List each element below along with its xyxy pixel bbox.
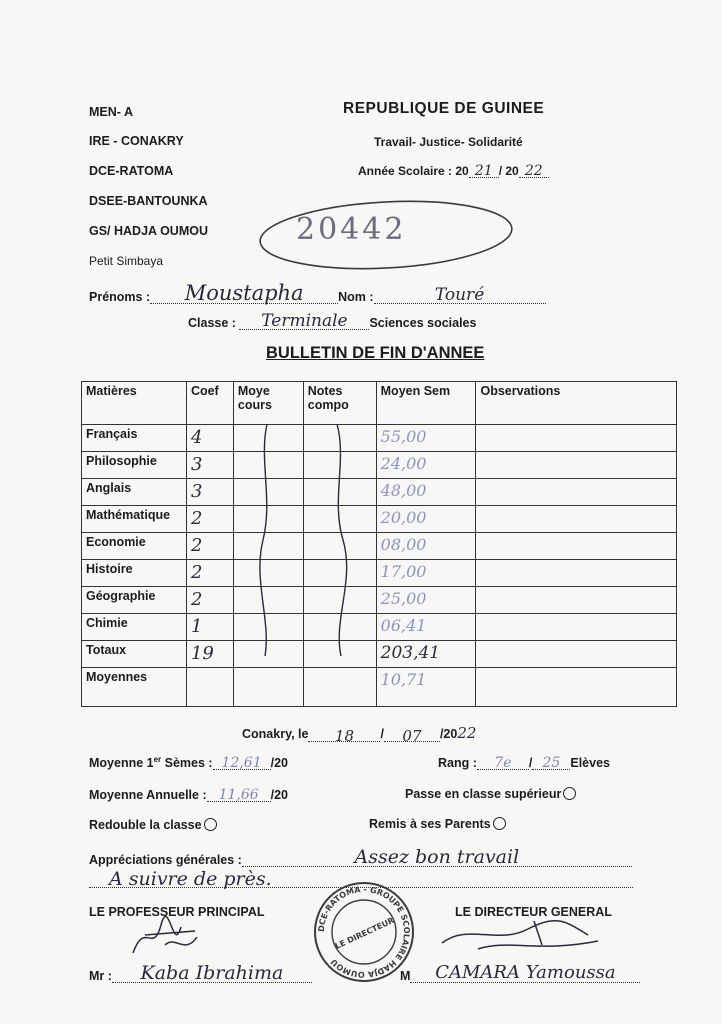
mr-label: Mr : bbox=[89, 969, 112, 983]
semester-avg-cell: 55,00 bbox=[376, 425, 476, 452]
date-label: Conakry, le bbox=[242, 727, 309, 741]
subject-cell: Philosophie bbox=[82, 452, 187, 479]
appreciations-label: Appréciations générales : bbox=[89, 853, 242, 867]
rank-line bbox=[438, 755, 610, 770]
appreciations-line bbox=[89, 846, 632, 867]
rank-suffix: Elèves bbox=[570, 756, 610, 770]
observation-cell bbox=[476, 533, 677, 560]
totals-coef: 19 bbox=[186, 641, 233, 668]
prof-name-line bbox=[89, 962, 312, 983]
table-row bbox=[82, 587, 677, 614]
prof-name: Kaba Ibrahima bbox=[112, 962, 312, 983]
subject-cell: Anglais bbox=[82, 479, 187, 506]
coef-cell: 1 bbox=[186, 614, 233, 641]
school-year bbox=[358, 163, 549, 178]
subject-cell: Français bbox=[82, 425, 187, 452]
stamp-center-text: LE DIRECTEUR bbox=[333, 915, 396, 951]
header-course-avg: Moye cours bbox=[233, 382, 303, 425]
header-line-dce: DCE-RATOMA bbox=[89, 164, 174, 178]
averages-avg: 10,71 bbox=[376, 668, 476, 707]
annual-average-value: 11,66 bbox=[207, 787, 271, 802]
promotion-radio[interactable] bbox=[563, 787, 576, 800]
table-row bbox=[82, 506, 677, 533]
semester-avg-cell: 24,00 bbox=[376, 452, 476, 479]
school-year-start: 21 bbox=[469, 163, 499, 178]
subject-cell: Géographie bbox=[82, 587, 187, 614]
annual-average-line bbox=[89, 787, 288, 802]
repeat-radio[interactable] bbox=[204, 818, 217, 831]
totals-label: Totaux bbox=[82, 641, 187, 668]
observation-cell bbox=[476, 641, 677, 668]
rank-total: 25 bbox=[532, 755, 570, 770]
subject-cell: Histoire bbox=[82, 560, 187, 587]
semester-average-label2: Sèmes : bbox=[161, 756, 213, 771]
date-sep1: / bbox=[380, 727, 384, 741]
header-coef: Coef bbox=[186, 382, 233, 425]
header-semester-avg: Moyen Sem bbox=[376, 382, 476, 425]
subject-cell: Mathématique bbox=[82, 506, 187, 533]
observation-cell bbox=[476, 668, 677, 707]
table-row bbox=[82, 533, 677, 560]
school-year-label: Année Scolaire : 20 bbox=[358, 164, 469, 178]
date-year: 22 bbox=[457, 724, 477, 742]
header-line-dsee: DSEE-BANTOUNKA bbox=[89, 194, 208, 208]
coef-cell: 2 bbox=[186, 533, 233, 560]
nom-value: Touré bbox=[374, 285, 546, 304]
director-title: LE DIRECTEUR GENERAL bbox=[455, 905, 612, 919]
promotion-label: Passe en classe supérieur bbox=[405, 787, 562, 801]
semester-avg-cell: 48,00 bbox=[376, 479, 476, 506]
observation-cell bbox=[476, 560, 677, 587]
date-month: 07 bbox=[384, 727, 440, 742]
observation-cell bbox=[476, 425, 677, 452]
course-avg-cell bbox=[233, 668, 303, 707]
coef-cell: 3 bbox=[186, 479, 233, 506]
rank-value: 7e bbox=[477, 755, 529, 770]
header-line-school: GS/ HADJA OUMOU bbox=[89, 224, 208, 238]
nom-label: Nom : bbox=[338, 290, 374, 304]
classe-label: Classe : bbox=[188, 316, 236, 330]
prenoms-line bbox=[89, 283, 546, 304]
appreciation-text: Assez bon travail bbox=[242, 846, 632, 867]
observation-cell bbox=[476, 452, 677, 479]
repeat-label: Redouble la classe bbox=[89, 818, 202, 832]
semester-avg-cell: 25,00 bbox=[376, 587, 476, 614]
semester-avg-cell: 17,00 bbox=[376, 560, 476, 587]
classe-value: Terminale bbox=[239, 311, 369, 330]
m-label: M bbox=[400, 969, 411, 983]
table-row bbox=[82, 452, 677, 479]
table-row bbox=[82, 560, 677, 587]
header-line-men: MEN- A bbox=[89, 105, 133, 119]
coef-cell: 4 bbox=[186, 425, 233, 452]
classe-line bbox=[188, 311, 476, 330]
school-year-sep: / 20 bbox=[498, 164, 519, 178]
date-day: 18 bbox=[308, 727, 380, 742]
coef-cell: 2 bbox=[186, 587, 233, 614]
director-name-line bbox=[400, 962, 640, 983]
coef-cell: 2 bbox=[186, 560, 233, 587]
table-row bbox=[82, 479, 677, 506]
semester-average-suffix: /20 bbox=[270, 756, 288, 771]
date-line bbox=[242, 724, 477, 745]
observation-cell bbox=[476, 506, 677, 533]
date-sep2: /20 bbox=[439, 727, 458, 741]
semester-avg-cell: 06,41 bbox=[376, 614, 476, 641]
school-year-end: 22 bbox=[519, 163, 549, 178]
classe-suffix: Sciences sociales bbox=[369, 316, 477, 330]
coef-cell bbox=[186, 668, 233, 707]
semester-avg-cell: 20,00 bbox=[376, 506, 476, 533]
averages-label: Moyennes bbox=[82, 668, 187, 707]
grades-table bbox=[81, 381, 677, 707]
observation-cell bbox=[476, 587, 677, 614]
motto: Travail- Justice- Solidarité bbox=[374, 135, 523, 149]
director-signature-icon bbox=[438, 915, 608, 960]
returned-radio[interactable] bbox=[493, 817, 506, 830]
header-exam-notes: Notes compo bbox=[303, 382, 376, 425]
semester-avg-cell: 08,00 bbox=[376, 533, 476, 560]
prenoms-value: Moustapha bbox=[150, 283, 338, 304]
id-number: 20442 bbox=[296, 212, 407, 247]
semester-average-value: 12,61 bbox=[213, 755, 271, 770]
exam-notes-cell bbox=[303, 668, 376, 707]
header-line-ire: IRE - CONAKRY bbox=[89, 134, 184, 148]
header-subject: Matières bbox=[82, 382, 187, 425]
observation-cell bbox=[476, 479, 677, 506]
repeat-line bbox=[89, 818, 217, 832]
annual-average-label: Moyenne Annuelle : bbox=[89, 788, 207, 802]
annual-average-suffix: /20 bbox=[270, 788, 288, 802]
hand-strokes bbox=[255, 420, 365, 660]
table-row bbox=[82, 425, 677, 452]
coef-cell: 2 bbox=[186, 506, 233, 533]
rank-sep: / bbox=[528, 756, 533, 770]
rank-label: Rang : bbox=[438, 756, 477, 770]
appreciation-text-2: A suivre de près. bbox=[89, 868, 633, 888]
table-header-row bbox=[82, 382, 677, 425]
republic-title: REPUBLIQUE DE GUINEE bbox=[343, 100, 545, 117]
promotion-line bbox=[405, 787, 576, 801]
returned-label: Remis à ses Parents bbox=[369, 817, 491, 831]
prof-signature-icon bbox=[125, 915, 205, 960]
stamp-ring-text: DCE-RATOMA - GROUPE SCOLAIRE HADJA OUMOU bbox=[316, 884, 412, 980]
totals-avg: 203,41 bbox=[376, 641, 476, 668]
semester-average-sup: er bbox=[153, 755, 162, 764]
bulletin-title: BULLETIN DE FIN D'ANNEE bbox=[266, 344, 485, 362]
averages-row bbox=[82, 668, 677, 707]
semester-average-label: Moyenne 1 bbox=[89, 756, 154, 771]
director-name: CAMARA Yamoussa bbox=[410, 962, 640, 983]
prof-title: LE PROFESSEUR PRINCIPAL bbox=[89, 905, 265, 919]
totals-row bbox=[82, 641, 677, 668]
observation-cell bbox=[476, 614, 677, 641]
prenoms-label: Prénoms : bbox=[89, 290, 151, 304]
table-row bbox=[82, 614, 677, 641]
header-observations: Observations bbox=[476, 382, 677, 425]
returned-line bbox=[369, 817, 506, 831]
semester-average-line bbox=[89, 755, 288, 770]
subject-cell: Economie bbox=[82, 533, 187, 560]
header-line-locality: Petit Simbaya bbox=[89, 254, 164, 268]
coef-cell: 3 bbox=[186, 452, 233, 479]
subject-cell: Chimie bbox=[82, 614, 187, 641]
